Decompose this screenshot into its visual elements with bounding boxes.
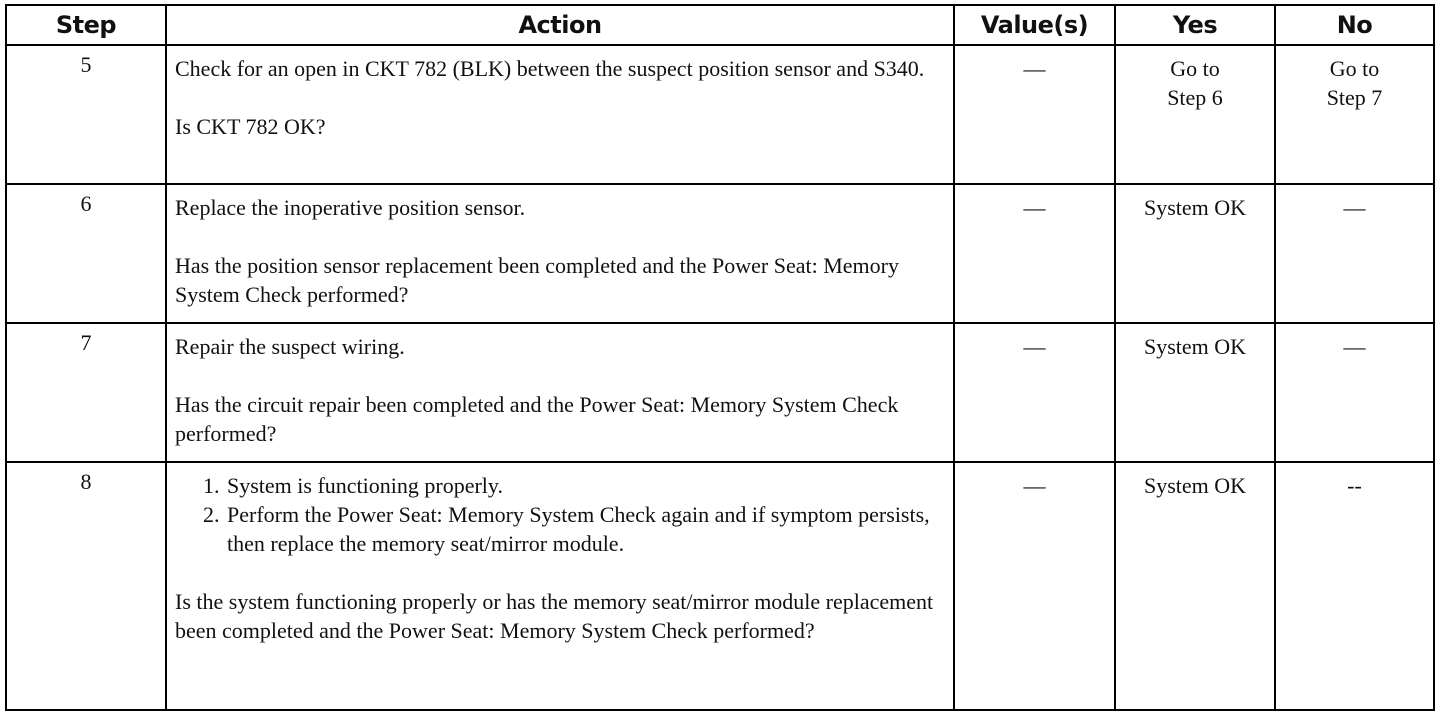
action-text: Replace the inoperative position sensor. — [175, 195, 526, 220]
value-cell: — — [954, 323, 1115, 462]
action-cell — [166, 184, 954, 323]
action-question: Is CKT 782 OK? — [175, 114, 326, 139]
no-cell: -- — [1275, 462, 1434, 710]
list-item: 2. Perform the Power Seat: Memory System Check again and if symptom persists, then replace the memory seat/mirror module. — [225, 500, 947, 558]
table-row — [6, 323, 1434, 462]
no-cell: — — [1275, 184, 1434, 323]
step-number: 5 — [6, 45, 166, 184]
yes-cell — [1115, 45, 1275, 184]
header-action: Action — [166, 5, 954, 45]
value-cell: — — [954, 45, 1115, 184]
action-question: Has the position sensor replacement been completed and the Power Seat: Memory System Check performed? — [175, 253, 899, 307]
step-number: 6 — [6, 184, 166, 323]
value-cell: — — [954, 462, 1115, 710]
action-text: Check for an open in CKT 782 (BLK) between the suspect position sensor and S340. — [175, 56, 925, 81]
action-cell — [166, 45, 954, 184]
yes-cell: System OK — [1115, 184, 1275, 323]
header-row — [6, 5, 1434, 45]
step-number: 7 — [6, 323, 166, 462]
header-no: No — [1275, 5, 1434, 45]
value-cell: — — [954, 184, 1115, 323]
action-list — [175, 471, 947, 558]
step-number: 8 — [6, 462, 166, 710]
action-cell — [166, 462, 954, 710]
header-step: Step — [6, 5, 166, 45]
yes-cell: System OK — [1115, 462, 1275, 710]
action-question: Has the circuit repair been completed and the Power Seat: Memory System Check performed? — [175, 392, 899, 446]
no-link[interactable]: Go to Step 7 — [1326, 56, 1383, 110]
diagnostic-table — [5, 4, 1435, 711]
action-text: Repair the suspect wiring. — [175, 334, 405, 359]
table-row — [6, 462, 1434, 710]
no-cell: — — [1275, 323, 1434, 462]
table-row — [6, 45, 1434, 184]
yes-cell: System OK — [1115, 323, 1275, 462]
no-cell — [1275, 45, 1434, 184]
header-values: Value(s) — [954, 5, 1115, 45]
yes-link[interactable]: Go to Step 6 — [1167, 56, 1223, 110]
action-question: Is the system functioning properly or has the memory seat/mirror module replacement been completed and the Power Seat: Memory System Check performed? — [175, 589, 934, 643]
table-row — [6, 184, 1434, 323]
header-yes: Yes — [1115, 5, 1275, 45]
list-item: 1. System is functioning properly. — [225, 471, 947, 500]
action-cell — [166, 323, 954, 462]
